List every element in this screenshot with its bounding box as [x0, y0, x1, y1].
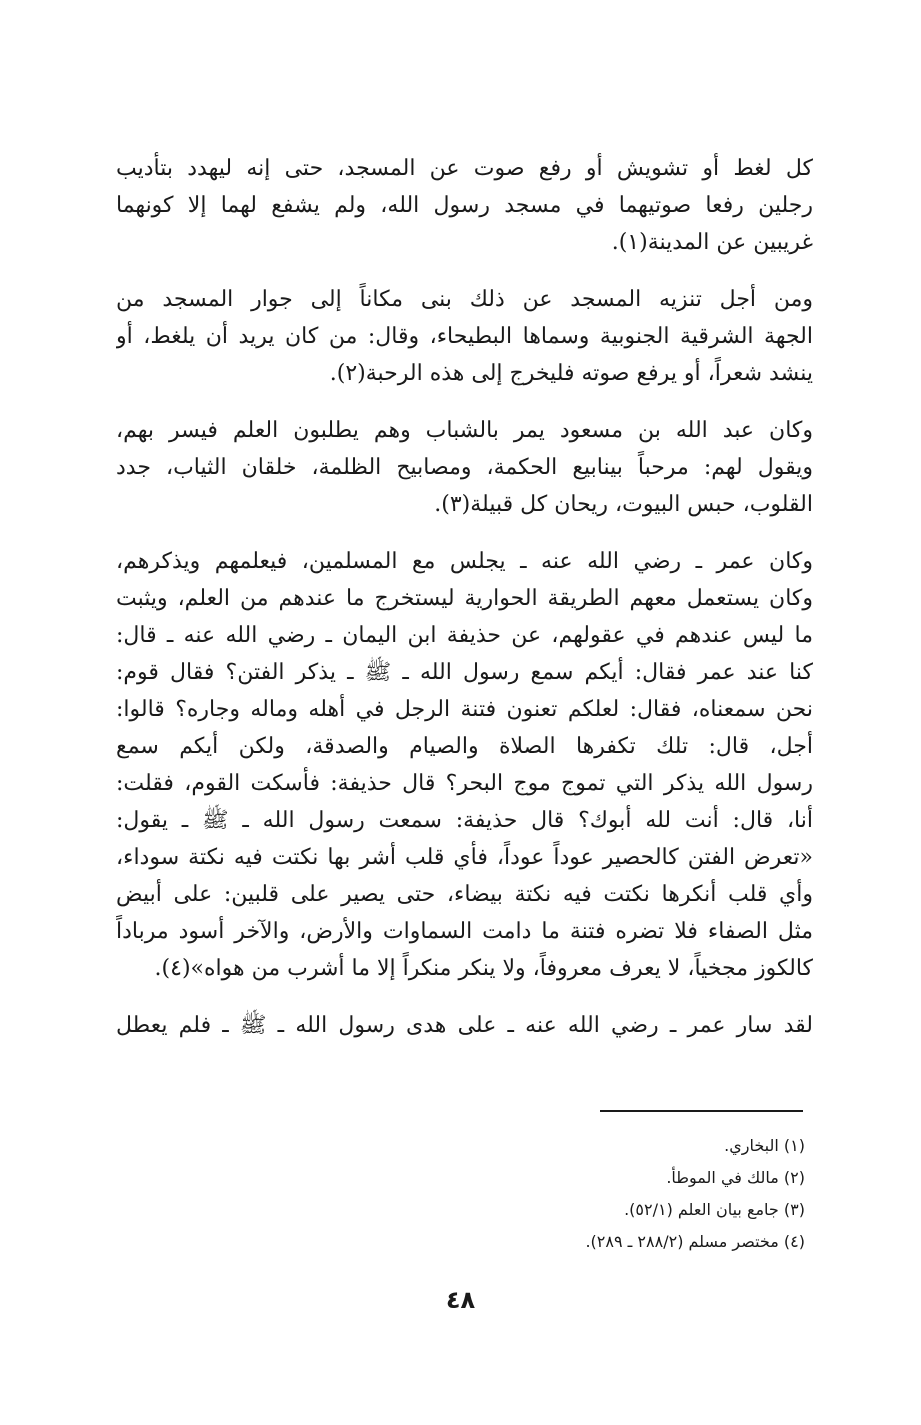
text-line: وكان عمر ـ رضي الله عنه ـ يجلس مع المسلمين، فيعلمهم ويذكرهم، — [116, 549, 813, 574]
text-line: لقد سار عمر ـ رضي الله عنه ـ على هدى رسول الله ـ ﷺ ـ فلم يعطل — [116, 1013, 813, 1038]
text-line: أنا، قال: أنت لله أبوك؟ قال حذيفة: سمعت رسول الله ـ ﷺ ـ يقول: — [116, 808, 813, 833]
footnote-separator — [600, 1110, 803, 1112]
main-text — [116, 150, 813, 1064]
text-line: وكان يستعمل معهم الطريقة الحوارية ليستخرج ما عندهم من العلم، ويثبت — [116, 586, 813, 611]
footnote: (٢) مالك في الموطأ. — [666, 1168, 805, 1187]
text-line: رجلين رفعا صوتيهما في مسجد رسول الله، ولم يشفع لهما إلا كونهما — [116, 193, 813, 218]
paragraph — [116, 281, 813, 392]
paragraph — [116, 1007, 813, 1044]
text-line: أجل، قال: تلك تكفرها الصلاة والصيام والصدقة، ولكن أيكم سمع — [116, 734, 813, 759]
text-line: ما ليس عندهم في عقولهم، عن حذيفة ابن اليمان ـ رضي الله عنه ـ قال: — [116, 623, 813, 648]
text-line: ويقول لهم: مرحباً بينابيع الحكمة، ومصابيح الظلمة، خلقان الثياب، جدد — [116, 455, 813, 480]
text-line: «تعرض الفتن كالحصير عوداً عوداً، فأي قلب أشر بها نكتت فيه نكتة سوداء، — [116, 845, 813, 870]
footnote: (٤) مختصر مسلم (٢٨٨/٢ ـ ٢٨٩). — [585, 1232, 805, 1251]
text-line: كنا عند عمر فقال: أيكم سمع رسول الله ـ ﷺ ـ يذكر الفتن؟ فقال قوم: — [116, 660, 813, 685]
text-line: القلوب، حبس البيوت، ريحان كل قبيلة(٣). — [434, 492, 813, 517]
text-line: غريبين عن المدينة(١). — [611, 230, 813, 255]
text-line: نحن سمعناه، فقال: لعلكم تعنون فتنة الرجل في أهله وماله وجاره؟ قالوا: — [116, 697, 813, 722]
page-number: ٤٨ — [445, 1286, 476, 1314]
text-line: ينشد شعراً، أو يرفع صوته فليخرج إلى هذه الرحبة(٢). — [329, 361, 813, 386]
footnote: (٣) جامع بيان العلم (٥٢/١). — [624, 1200, 805, 1219]
footnotes — [305, 1130, 805, 1258]
text-line: رسول الله يذكر التي تموج موج البحر؟ قال حذيفة: فأسكت القوم، فقلت: — [116, 771, 813, 796]
text-line: كل لغط أو تشويش أو رفع صوت عن المسجد، حتى إنه ليهدد بتأديب — [116, 156, 813, 181]
paragraph — [116, 412, 813, 523]
text-line: كالكوز مجخياً، لا يعرف معروفاً، ولا ينكر منكراً إلا ما أشرب من هواه»(٤). — [154, 956, 813, 981]
text-line: مثل الصفاء فلا تضره فتنة ما دامت السماوات والأرض، والآخر أسود مرباداً — [116, 919, 813, 944]
paragraph — [116, 543, 813, 987]
text-line: الجهة الشرقية الجنوبية وسماها البطيحاء، وقال: من كان يريد أن يلغط، أو — [116, 324, 813, 349]
footnote: (١) البخاري. — [724, 1136, 805, 1155]
text-line: ومن أجل تنزيه المسجد عن ذلك بنى مكاناً إلى جوار المسجد من — [116, 287, 813, 312]
paragraph — [116, 150, 813, 261]
text-line: وكان عبد الله بن مسعود يمر بالشباب وهم يطلبون العلم فيسر بهم، — [116, 418, 813, 443]
text-line: وأي قلب أنكرها نكتت فيه نكتة بيضاء، حتى يصير على قلبين: على أبيض — [116, 882, 813, 907]
